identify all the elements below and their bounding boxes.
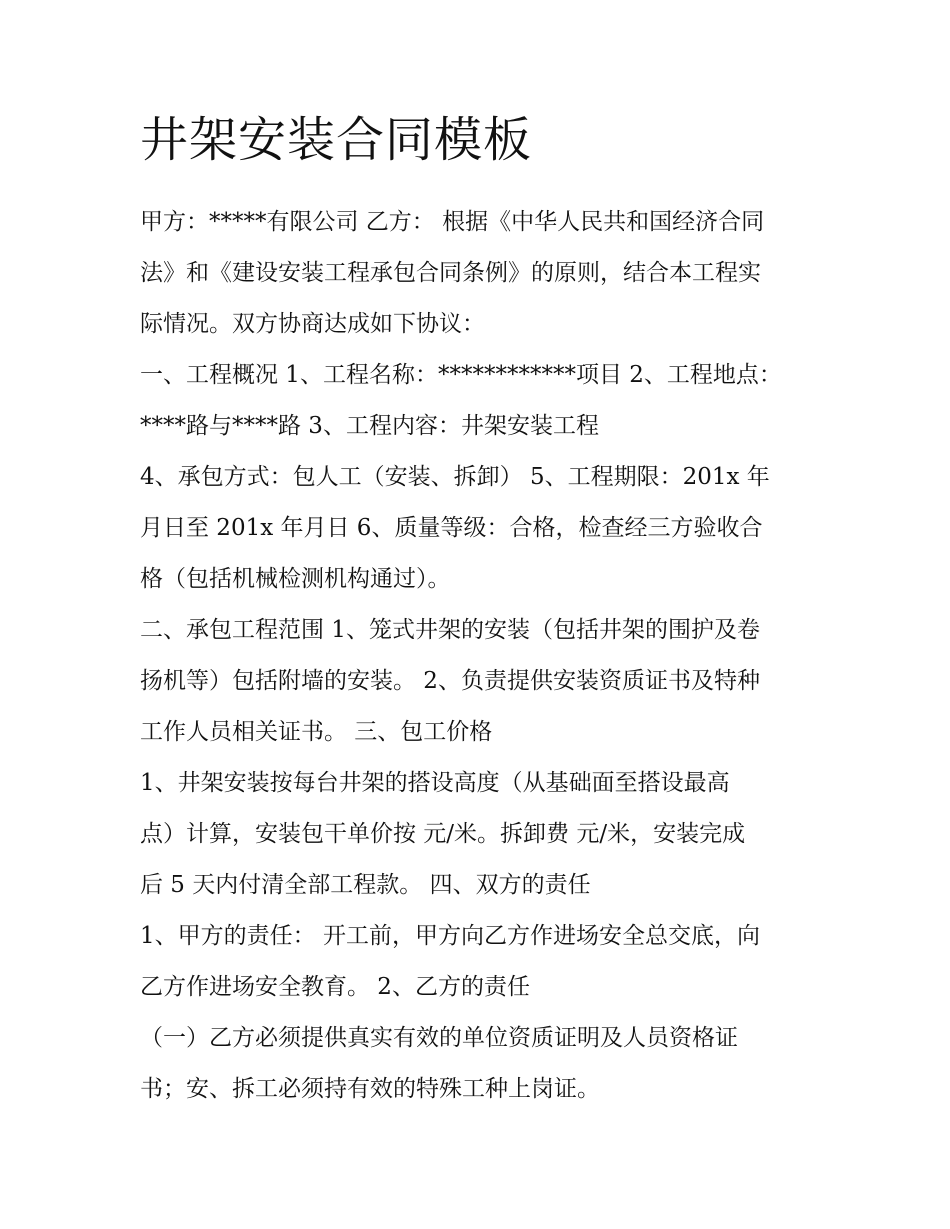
body-line: 点）计算，安装包干单价按 元/米。拆卸费 元/米，安装完成 [140, 821, 746, 847]
body-line: 一、工程概况 1、工程名称：************项目 2、工程地点： [140, 362, 782, 388]
body-line: 法》和《建设安装工程承包合同条例》的原则，结合本工程实 [140, 260, 761, 286]
body-line: ****路与****路 3、工程内容：井架安装工程 [140, 413, 599, 439]
body-line: 格（包括机械检测机构通过）。 [140, 566, 451, 592]
document-title: 井架安装合同模板 [140, 112, 533, 168]
body-line: 工作人员相关证书。 三、包工价格 [140, 719, 493, 745]
body-line: 1、井架安装按每台井架的搭设高度（从基础面至搭设最高 [140, 770, 730, 796]
document-body [140, 197, 830, 1115]
body-line: 乙方作进场安全教育。 2、乙方的责任 [140, 974, 530, 1000]
body-line: 扬机等）包括附墙的安装。 2、负责提供安装资质证书及特种 [140, 668, 760, 694]
body-line: 二、承包工程范围 1、笼式井架的安装（包括井架的围护及卷 [140, 617, 760, 643]
body-line: 甲方：*****有限公司 乙方： 根据《中华人民共和国经济合同 [140, 209, 765, 235]
body-line: 月日至 201x 年月日 6、质量等级：合格，检查经三方验收合 [140, 515, 763, 541]
body-line: 书；安、拆工必须持有效的特殊工种上岗证。 [140, 1076, 600, 1102]
body-line: （一）乙方必须提供真实有效的单位资质证明及人员资格证 [140, 1025, 738, 1051]
body-line: 4、承包方式：包人工（安装、拆卸） 5、工程期限：201x 年 [140, 464, 770, 490]
body-line: 后 5 天内付清全部工程款。 四、双方的责任 [140, 872, 591, 898]
body-line: 际情况。双方协商达成如下协议： [140, 311, 485, 337]
body-line: 1、甲方的责任： 开工前，甲方向乙方作进场安全总交底，向 [140, 923, 760, 949]
